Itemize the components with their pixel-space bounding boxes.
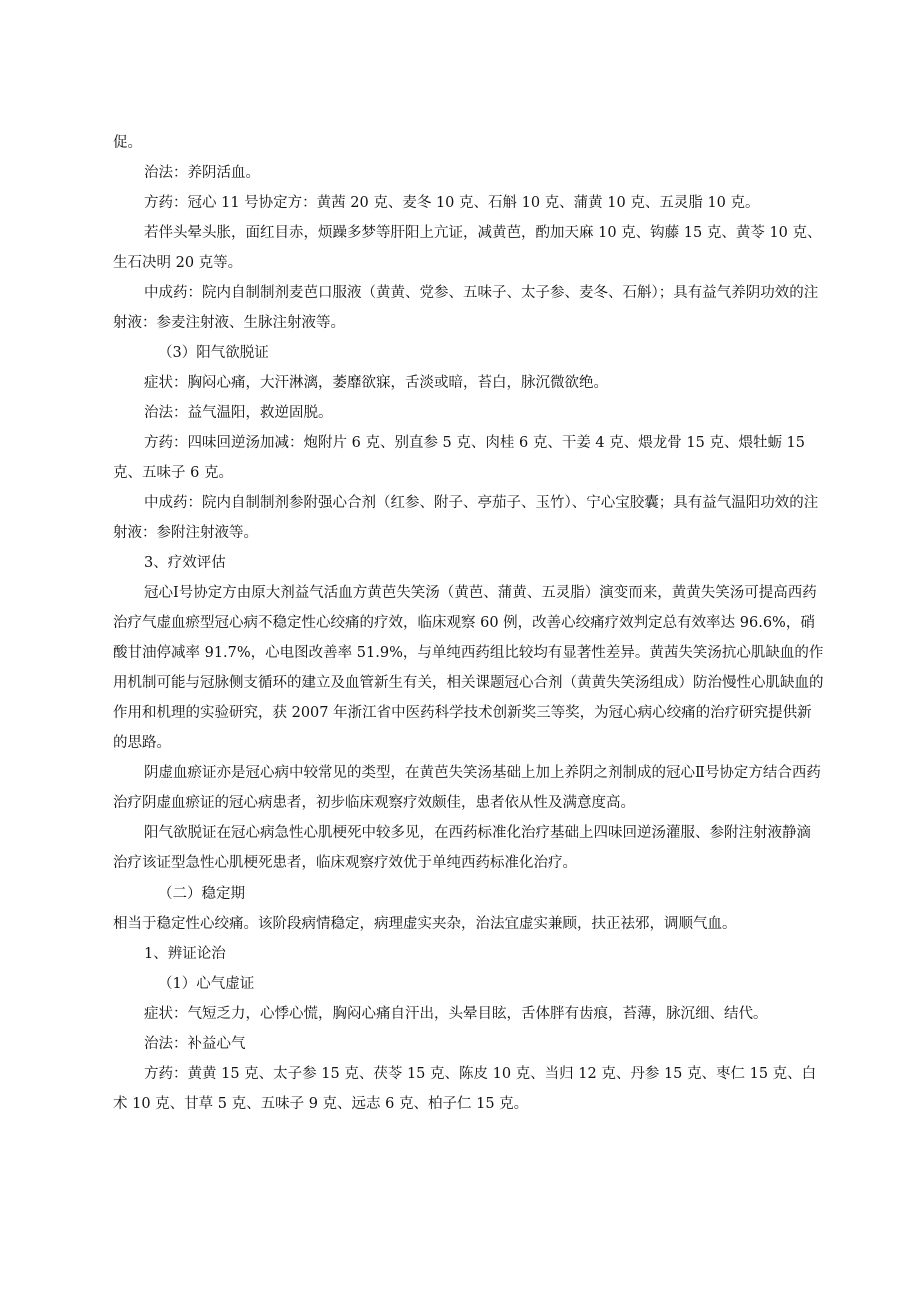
paragraph-prescription-3: 方药：黄黄 15 克、太子参 15 克、茯苓 15 克、陈皮 10 克、当归 12 克、丹参 15 克、枣仁 15 克、白术 10 克、甘草 5 克、五味子 9 克、远志 6 克、柏子仁 15 克。 [113,1066,817,1112]
paragraph-symptoms-2: 症状：气短乏力，心悸心慌，胸闷心痛自汗出，头晕目眩，舌体胖有齿痕，苔薄，脉沉细、结代。 [144,1006,768,1022]
paragraph-continuation: 促。 [113,135,142,151]
paragraph-stable-angina: 相当于稳定性心绞痛。该阶段病情稳定，病理虚实夹杂，治法宜虚实兼顾，扶正祛邪，调顺气血。 [113,916,737,932]
paragraph-efficacy-1: 冠心Ⅰ号协定方由原大剂益气活血方黄芭失笑汤（黄芭、蒲黄、五灵脂）演变而来，黄黄失笑汤可提高西药治疗气虚血瘀型冠心病不稳定性心绞痛的疗效，临床观察 60 例，改善心绞痛疗效判定总有效率达 96.6%，硝酸甘油停减率 91.7%，心电图改善率 51.9%，与单纯西药组比较均有显著性差异。黄茜失笑汤抗心肌缺血的作用机制可能与冠脉侧支循环的建立及血管新生有关，相关课题冠心合剂（黄黄失笑汤组成）防治慢性心肌缺血的作用和机理的实验研究，获 2007 年浙江省中医药科学技术创新奖三等奖，为冠心病心绞痛的治疗研究提供新的思路。 [113,585,824,751]
paragraph-symptoms: 症状：胸闷心痛，大汗淋漓，萎靡欲寐，舌淡或暗，苔白，脉沉微欲绝。 [144,375,608,391]
paragraph-treatment-method-3: 治法：补益心气 [144,1036,246,1052]
paragraph-efficacy-3: 阳气欲脱证在冠心病急性心肌梗死中较多见，在西药标准化治疗基础上四味回逆汤灌服、参附注射液静滴治疗该证型急性心肌梗死患者，临床观察疗效优于单纯西药标准化治疗。 [113,825,811,871]
paragraph-treatment-method: 治法：养阴活血。 [144,165,260,181]
subheading-heart-qi-deficiency: （1）心气虚证 [158,976,255,992]
paragraph-prescription: 方药：冠心 11 号协定方：黄茜 20 克、麦冬 10 克、石斛 10 克、蒲黄 10 克、五灵脂 10 克。 [144,195,760,211]
subheading-stable-period: （二）稳定期 [158,886,245,902]
subheading-syndrome-differentiation: 1、辨证论治 [144,946,226,962]
subheading-yang-qi-collapse: （3）阳气欲脱证 [158,345,269,361]
paragraph-treatment-method-2: 治法：益气温阳，救逆固脱。 [144,405,333,421]
paragraph-efficacy-2: 阴虚血瘀证亦是冠心病中较常见的类型，在黄芭失笑汤基础上加上养阴之剂制成的冠心Ⅱ号协定方结合西药治疗阴虚血瘀证的冠心病患者，初步临床观察疗效颇佳，患者依从性及满意度高。 [113,765,821,811]
paragraph-patent-medicine: 中成药：院内自制制剂麦芭口服液（黄黄、党参、五味子、太子参、麦冬、石斛）；具有益气养阴功效的注射液：参麦注射液、生脉注射液等。 [113,285,819,331]
paragraph-modification: 若伴头晕头胀，面红目赤，烦躁多梦等肝阳上亢证，减黄芭，酌加天麻 10 克、钩藤 15 克、黄苓 10 克、生石决明 20 克等。 [113,225,822,271]
paragraph-patent-medicine-2: 中成药：院内自制制剂参附强心合剂（红参、附子、亭茄子、玉竹）、宁心宝胶囊；具有益气温阳功效的注射液：参附注射液等。 [113,495,819,541]
paragraph-prescription-2: 方药：四味回逆汤加减：炮附片 6 克、别直参 5 克、肉桂 6 克、干姜 4 克、煨龙骨 15 克、煨牡蛎 15 克、五味子 6 克。 [113,435,805,481]
document-body [113,128,825,1119]
subheading-efficacy-evaluation: 3、疗效评估 [144,555,226,571]
